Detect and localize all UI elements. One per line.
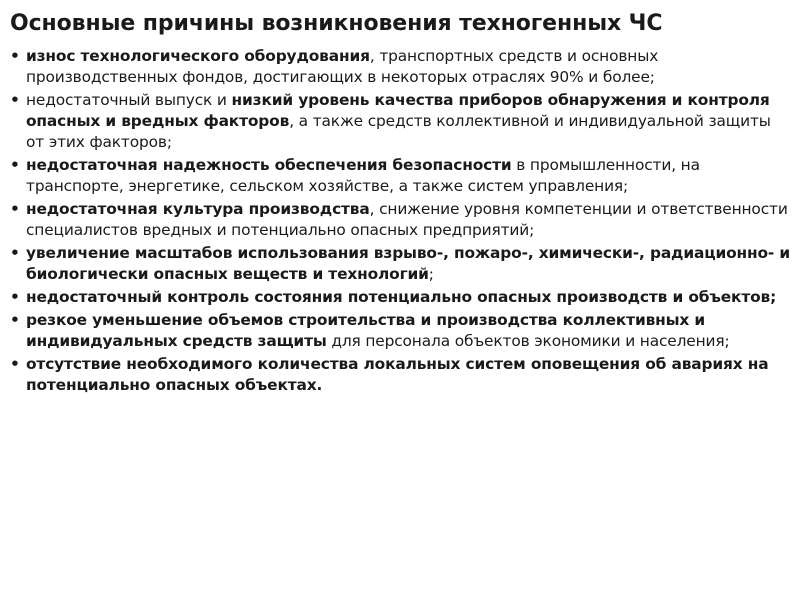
- bullet-marker: •: [10, 355, 20, 373]
- bullet-item: [10, 46, 790, 88]
- bullet-text-bold: увеличение масштабов использования взрыво-, пожаро-, химически-, радиационно- и биологически опасных веществ и технологий: [26, 244, 790, 283]
- bullet-item: [10, 90, 790, 153]
- bullet-text: , транспортных средств и основных производственных фондов, достигающих в некоторых отраслях 90% и более;: [26, 47, 659, 86]
- bullet-item: [10, 243, 790, 285]
- slide-title: Основные причины возникновения техногенных ЧС: [10, 11, 663, 36]
- bullet-text-bold: износ технологического оборудования: [26, 47, 370, 65]
- bullet-marker: •: [10, 91, 20, 109]
- bullet-marker: •: [10, 200, 20, 218]
- bullet-item: [10, 199, 790, 241]
- bullet-text: в промышленности, на транспорте, энергетике, сельском хозяйстве, а также систем управления;: [26, 156, 700, 195]
- bullet-item: [10, 354, 790, 396]
- bullet-text-bold: недостаточная культура производства: [26, 200, 370, 218]
- bullet-text: , снижение уровня компетенции и ответственности специалистов вредных и потенциально опасных предприятий;: [26, 200, 788, 239]
- bullet-marker: •: [10, 288, 20, 306]
- bullet-marker: •: [10, 244, 20, 262]
- bullet-text-bold: низкий уровень качества приборов обнаружения и контроля опасных и вредных факторов: [26, 91, 770, 130]
- bullet-text-bold: недостаточный контроль состояния потенциально опасных производств и объектов;: [26, 288, 777, 306]
- bullet-marker: •: [10, 47, 20, 65]
- bullet-item: [10, 155, 790, 197]
- bullet-text: недостаточный выпуск и: [26, 91, 232, 109]
- bullet-text: ;: [428, 265, 434, 283]
- bullet-text-bold: отсутствие необходимого количества локальных систем оповещения об авариях на потенциально опасных объектах.: [26, 355, 769, 394]
- bullet-text-bold: резкое уменьшение объемов строительства и производства коллективных и индивидуальных средств защиты: [26, 311, 706, 350]
- bullet-list: [10, 46, 790, 396]
- bullet-item: [10, 287, 790, 308]
- bullet-text-bold: недостаточная надежность обеспечения безопасности: [26, 156, 512, 174]
- bullet-item: [10, 310, 790, 352]
- bullet-text: , а также средств коллективной и индивидуальной защиты от этих факторов;: [26, 112, 771, 151]
- bullet-text: для персонала объектов экономики и населения;: [326, 332, 730, 350]
- bullet-marker: •: [10, 156, 20, 174]
- bullet-marker: •: [10, 311, 20, 329]
